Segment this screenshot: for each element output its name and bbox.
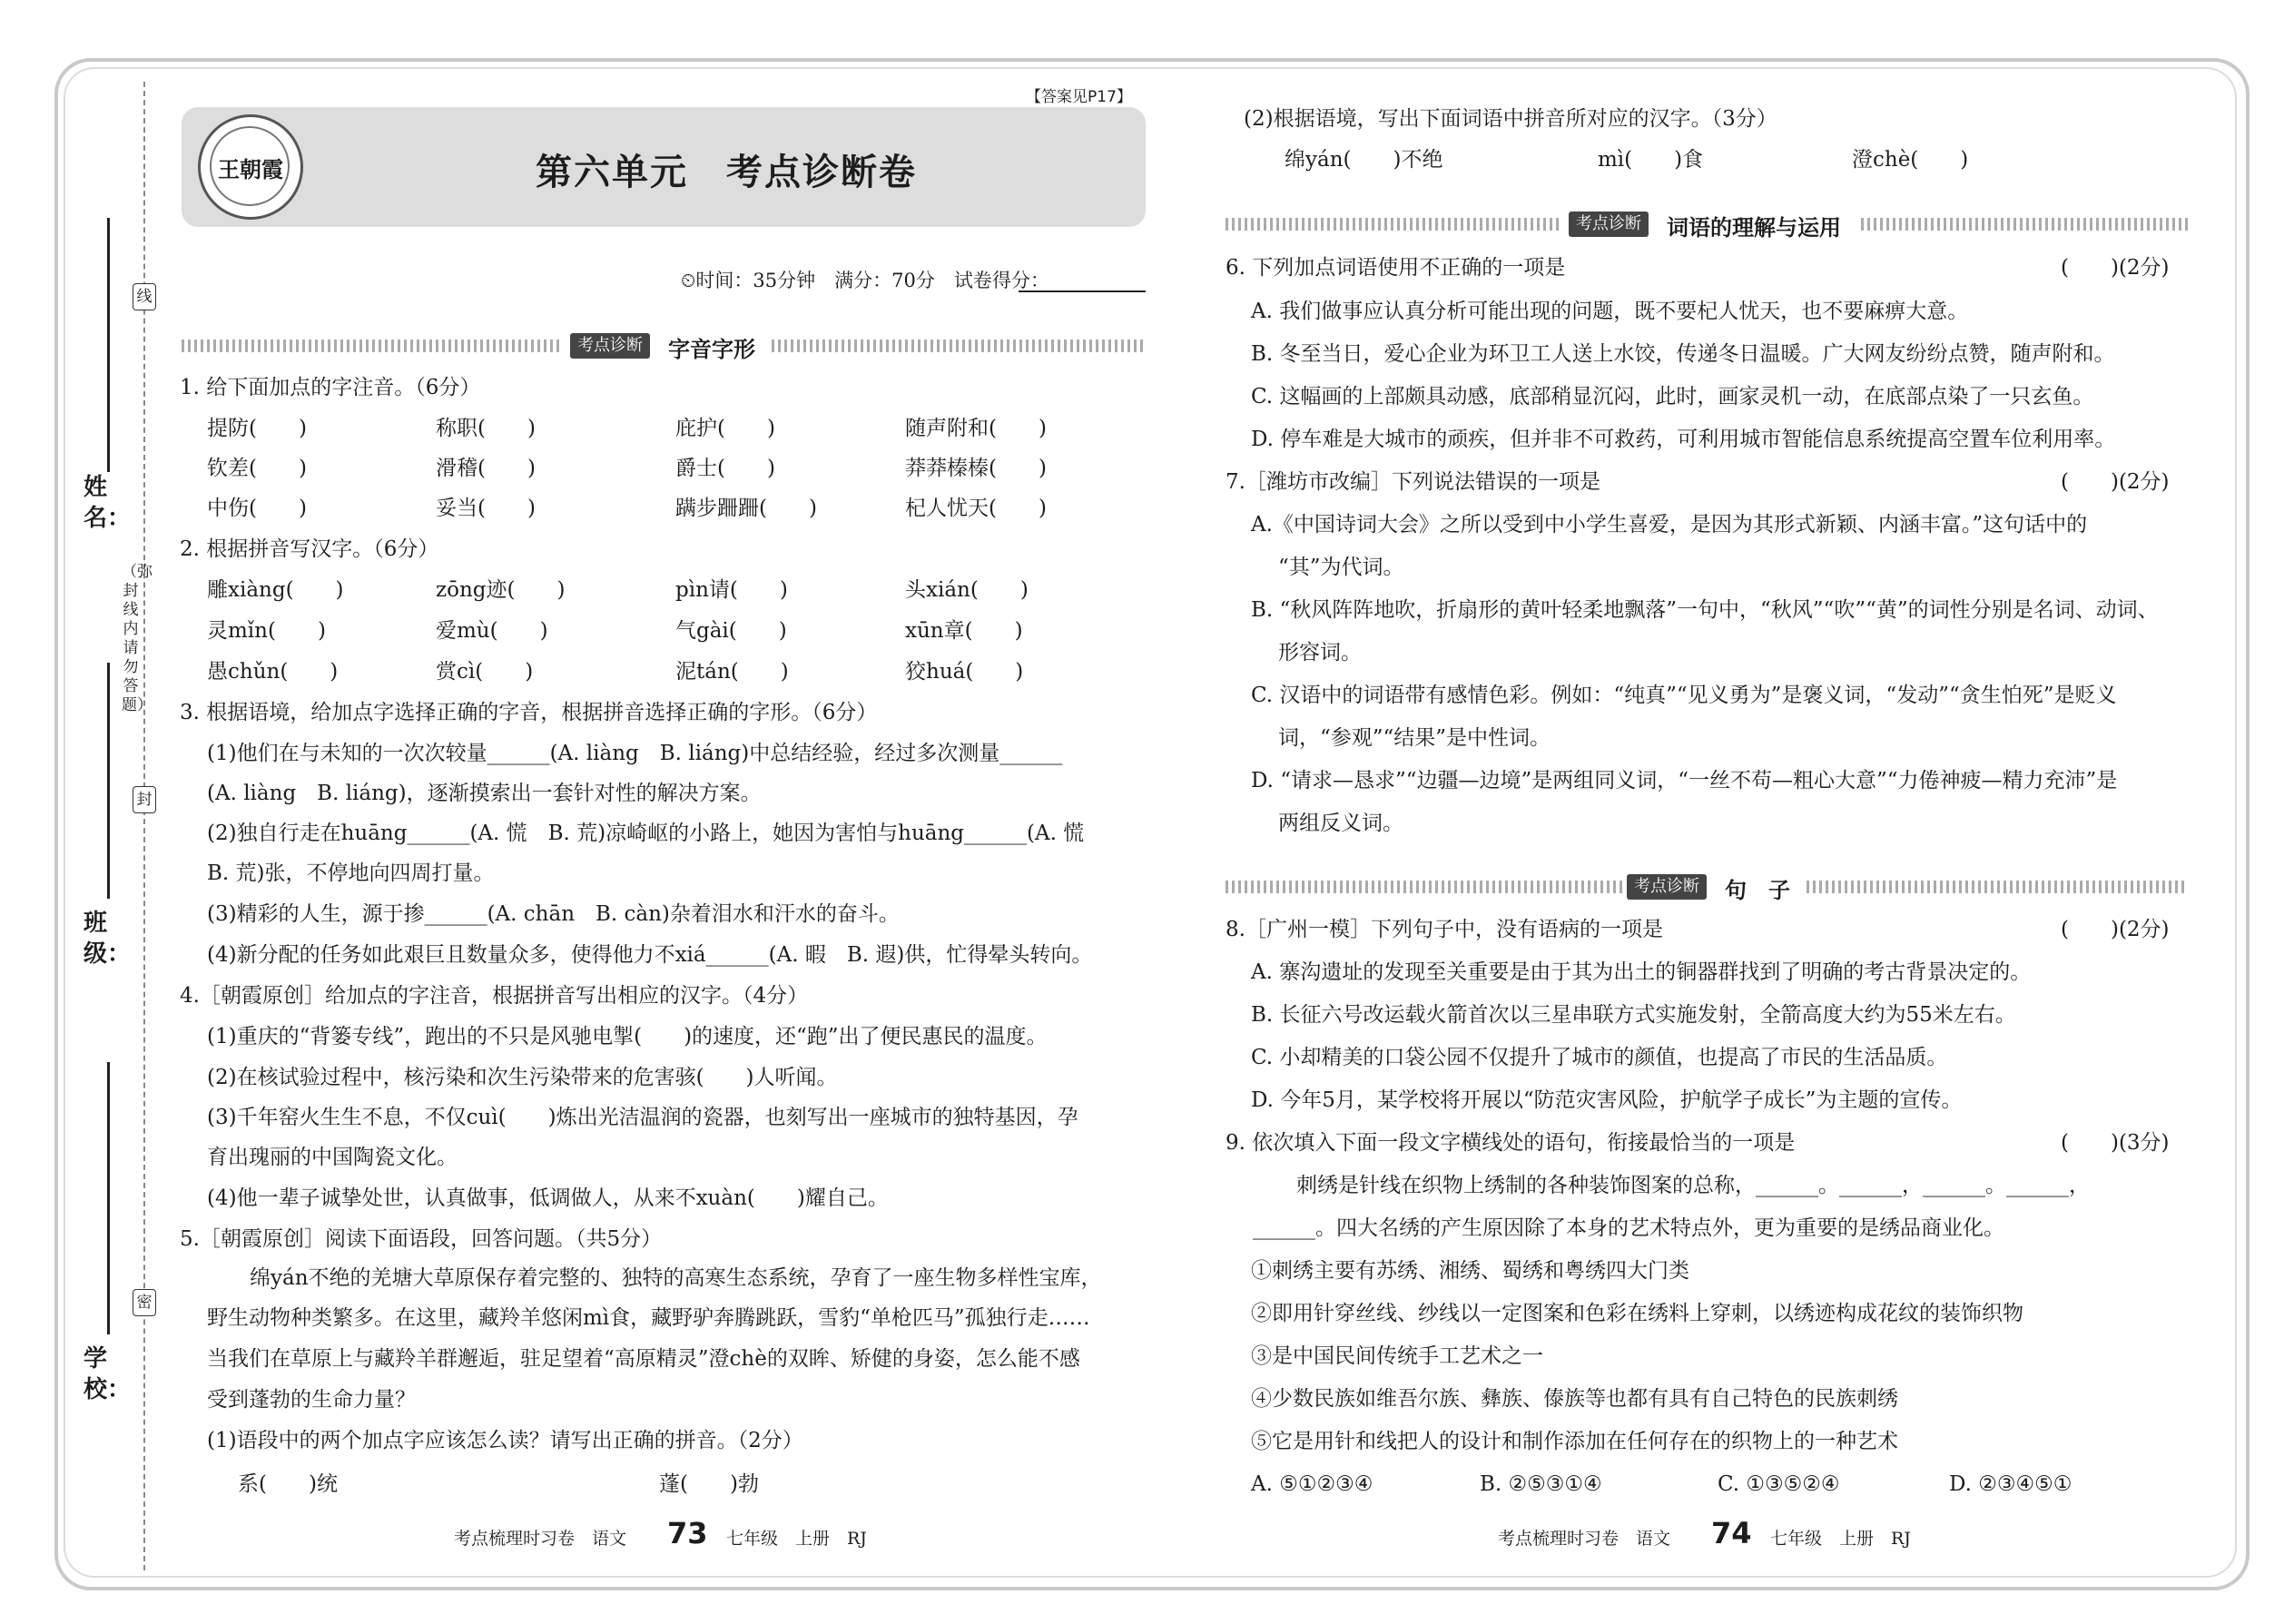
q8-score: ( )(2分) [2061, 918, 2170, 941]
q6-stem: 6. 下列加点词语使用不正确的一项是 [1226, 256, 1566, 280]
page-number-right: 74 [1711, 1516, 1752, 1550]
q9-score: ( )(3分) [2061, 1131, 2170, 1155]
q4-line: (4)他一辈子诚挚处世，认真做事，低调做人，从来不xuàn( )耀自己。 [207, 1186, 889, 1210]
q9-choice[interactable]: D. ②③④⑤① [1949, 1472, 2072, 1496]
q5-sub2: (2)根据语境，写出下面词语中拼音所对应的汉字。（3分） [1244, 107, 1777, 131]
q3-line: (A. liàng B. liáng)，逐渐摸索出一套针对性的解决方案。 [207, 782, 762, 805]
q2-item: xūn章( ) [905, 619, 1023, 643]
q2-item: 头xián( ) [905, 578, 1029, 602]
school-label: 学校： [84, 1345, 132, 1403]
q5-passage-line: 野生动物种类繁多。在这里，藏羚羊悠闲mì食，藏野驴奔腾跳跃，雪豹“单枪匹马”孤独行走…… [207, 1306, 1090, 1330]
q5-sub1-item: 系( )统 [238, 1472, 338, 1496]
q4-line: (3)千年窑火生生不息，不仅cuì( )炼出光洁温润的瓷器，也刻写出一座城市的独特基因，孕 [207, 1106, 1078, 1129]
seal-char-line: 线 [133, 283, 156, 310]
footer-right-text: 考点梳理时习卷 语文 [1498, 1529, 1671, 1549]
q2-item: pìn请( ) [675, 578, 788, 602]
q1-item: 杞人忧天( ) [905, 497, 1047, 520]
q3-line: (1)他们在与未知的一次次较量______(A. liàng B. liáng)中总结经验，经过多次测量______ [207, 742, 1063, 765]
q1-item: 称职( ) [436, 417, 536, 440]
section-title: 句 子 [1725, 878, 1790, 903]
q1-item: 莽莽榛榛( ) [905, 457, 1047, 480]
q7-option[interactable]: D. “请求—恳求”“边疆—边境”是两组同义词，“一丝不苟—粗心大意”“力倦神疲—精力充沛”是 [1251, 769, 2118, 792]
q2-item: 灵mǐn( ) [207, 619, 326, 643]
q3-line: (3)精彩的人生，源于掺______(A. chān B. càn)杂着泪水和汗水的奋斗。 [207, 902, 900, 926]
name-write-line[interactable] [107, 218, 110, 472]
q5-sub2-item: mì( )食 [1598, 148, 1704, 172]
brand-logo [198, 114, 303, 220]
q3-stem: 3. 根据语境，给加点字选择正确的字音，根据拼音选择正确的字形。（6分） [180, 701, 878, 724]
name-label: 姓名： [84, 474, 132, 532]
footer-left-grade: 七年级 上册 RJ [726, 1529, 867, 1549]
q7-option[interactable]: C. 汉语中的词语带有感情色彩。例如：“纯真”“见义勇为”是褒义词，“发动”“贪生怕死”是贬义 [1251, 684, 2117, 707]
q7-option-cont: 词，“参观”“结果”是中性词。 [1278, 726, 1551, 750]
q1-item: 随声附和( ) [905, 417, 1047, 440]
q1-item: 中伤( ) [207, 497, 307, 520]
answer-reference: 【答案见P17】 [1026, 88, 1132, 106]
q7-option-cont: 两组反义词。 [1278, 812, 1403, 835]
q9-choice[interactable]: A. ⑤①②③④ [1251, 1472, 1373, 1496]
q9-stem: 9. 依次填入下面一段文字横线处的语句，衔接最恰当的一项是 [1226, 1131, 1796, 1155]
section-tag: 考点诊断 [570, 333, 650, 359]
q9-item: ②即用针穿丝线、纱线以一定图案和色彩在绣料上穿刺，以绣迹构成花纹的装饰织物 [1251, 1302, 2023, 1325]
q9-choice[interactable]: C. ①③⑤②④ [1718, 1472, 1840, 1496]
seal-char-seal: 封 [133, 786, 156, 813]
logo-text: 王朝霞 [218, 156, 283, 182]
q8-option[interactable]: A. 寨沟遗址的发现至关重要是由于其为出土的铜器群找到了明确的考古背景决定的。 [1251, 960, 2032, 984]
q5-sub1-item: 蓬( )勃 [659, 1472, 759, 1496]
q2-item: 泥tán( ) [675, 660, 789, 684]
q2-stem: 2. 根据拼音写汉字。（6分） [180, 537, 439, 561]
section-rule-left [1226, 218, 1561, 231]
q9-item: ③是中国民间传统手工艺术之一 [1251, 1344, 1543, 1368]
q2-item: 爱mù( ) [436, 619, 548, 643]
seal-note: （弥封线内请勿答题） [122, 563, 153, 714]
q5-sub2-item: 绵yán( )不绝 [1285, 148, 1443, 172]
q6-option[interactable]: B. 冬至当日，爱心企业为环卫工人送上水饺，传递冬日温暖。广大网友纷纷点赞，随声附和。 [1251, 342, 2115, 366]
q9-choice[interactable]: B. ②⑤③①④ [1480, 1472, 1602, 1496]
q4-line: (1)重庆的“背篓专线”，跑出的不只是风驰电掣( )的速度，还“跑”出了便民惠民的温度。 [207, 1025, 1048, 1048]
section-rule-right [1807, 881, 2188, 893]
score-write-line[interactable] [1019, 290, 1146, 292]
class-label: 班级： [84, 910, 132, 968]
q9-passage-line: ______。四大名绣的产生原因除了本身的艺术特点外，更为重要的是绣品商业化。 [1253, 1216, 2004, 1240]
class-write-line[interactable] [107, 663, 110, 899]
q4-line: (2)在核试验过程中，核污染和次生污染带来的危害骇( )人听闻。 [207, 1066, 838, 1089]
q2-item: 气gài( ) [675, 619, 787, 643]
q4-line: 育出瑰丽的中国陶瓷文化。 [207, 1146, 458, 1169]
q1-item: 钦差( ) [207, 457, 307, 480]
q7-option-cont: “其”为代词。 [1278, 556, 1404, 579]
q4-stem: 4.［朝霞原创］给加点的字注音，根据拼音写出相应的汉字。（4分） [180, 984, 809, 1008]
school-write-line[interactable] [107, 1062, 110, 1334]
page-title: 第六单元 考点诊断卷 [536, 152, 917, 193]
q3-line: B. 荒)张，不停地向四周打量。 [207, 861, 495, 885]
q5-passage-line: 受到蓬勃的生命力量？ [207, 1388, 416, 1412]
q9-item: ⑤它是用针和线把人的设计和制作添加在任何存在的织物上的一种艺术 [1251, 1430, 1898, 1453]
section-rule-right [1861, 218, 2188, 231]
q7-score: ( )(2分) [2061, 470, 2170, 494]
section-rule-left [182, 340, 563, 352]
section-tag: 考点诊断 [1569, 212, 1649, 237]
q7-option[interactable]: A.《中国诗词大会》之所以受到中小学生喜爱，是因为其形式新颖、内涵丰富。”这句话中的 [1251, 513, 2088, 536]
q2-item: 愚chǔn( ) [207, 660, 339, 684]
q5-passage-line: 当我们在草原上与藏羚羊群邂逅，驻足望着“高原精灵”澄chè的双眸、矫健的身姿，怎么能不感 [207, 1347, 1080, 1371]
q9-item: ①刺绣主要有苏绣、湘绣、蜀绣和粤绣四大门类 [1251, 1259, 1689, 1283]
section-title: 词语的理解与运用 [1667, 215, 1841, 241]
q3-line: (2)独自行走在huāng______(A. 慌 B. 荒)凉崎岖的小路上，她因为害怕与huāng______(A. 慌 [207, 822, 1085, 845]
exam-meta: ⏲时间：35分钟 满分：70分 试卷得分： [681, 270, 1049, 291]
q2-item: 赏cì( ) [436, 660, 534, 684]
q1-item: 妥当( ) [436, 497, 536, 520]
section-title: 字音字形 [668, 337, 755, 362]
q2-item: 狡huá( ) [905, 660, 1024, 684]
q9-item: ④少数民族如维吾尔族、彝族、傣族等也都有具有自己特色的民族刺绣 [1251, 1387, 1898, 1411]
q7-stem: 7.［潍坊市改编］下列说法错误的一项是 [1226, 470, 1600, 494]
q5-sub2-item: 澄chè( ) [1852, 148, 1969, 172]
q1-item: 庇护( ) [675, 417, 775, 440]
q7-option[interactable]: B. “秋风阵阵地吹，折扇形的黄叶轻柔地飘落”一句中，“秋风”“吹”“黄”的词性分别是名词、动词、 [1251, 598, 2159, 622]
q6-option[interactable]: A. 我们做事应认真分析可能出现的问题，既不要杞人忧天，也不要麻痹大意。 [1251, 300, 1969, 323]
q2-item: 雕xiàng( ) [207, 578, 344, 602]
q5-sub1: (1)语段中的两个加点字应该怎么读？请写出正确的拼音。（2分） [207, 1429, 803, 1452]
q7-option-cont: 形容词。 [1278, 641, 1362, 664]
q5-passage-line: 绵yán不绝的羌塘大草原保存着完整的、独特的高寒生态系统，孕育了一座生物多样性宝库， [250, 1266, 1102, 1290]
q2-item: zōng迹( ) [436, 578, 566, 602]
q6-option[interactable]: D. 停车难是大城市的顽疾，但并非不可救药，可利用城市智能信息系统提高空置车位利用率。 [1251, 428, 2116, 451]
q1-item: 滑稽( ) [436, 457, 536, 480]
q6-option[interactable]: C. 这幅画的上部颇具动感，底部稍显沉闷，此时，画家灵机一动，在底部点染了一只玄鱼。 [1251, 385, 2094, 408]
q1-stem: 1. 给下面加点的字注音。（6分） [180, 376, 481, 399]
section-rule-right [772, 340, 1144, 352]
section-tag: 考点诊断 [1627, 874, 1707, 900]
footer-left-text: 考点梳理时习卷 语文 [454, 1529, 627, 1549]
page-number-left: 73 [667, 1516, 708, 1550]
q9-passage-line: 刺绣是针线在织物上绣制的各种装饰图案的总称，______。______，______。______， [1296, 1174, 2090, 1197]
q5-stem: 5.［朝霞原创］阅读下面语段，回答问题。（共5分） [180, 1227, 663, 1251]
section-rule-left [1226, 881, 1625, 893]
footer-right-grade: 七年级 上册 RJ [1770, 1529, 1911, 1549]
q1-item: 提防( ) [207, 417, 307, 440]
q8-option[interactable]: B. 长征六号改运载火箭首次以三星串联方式实施发射，全箭高度大约为55米左右。 [1251, 1003, 2016, 1027]
q6-score: ( )(2分) [2061, 256, 2170, 280]
q1-item: 蹒步跚跚( ) [675, 497, 817, 520]
seal-char-secret: 密 [133, 1289, 156, 1316]
q8-option[interactable]: D. 今年5月，某学校将开展以“防范灾害风险，护航学子成长”为主题的宣传。 [1251, 1088, 1963, 1112]
q1-item: 爵士( ) [675, 457, 775, 480]
q8-stem: 8.［广州一模］下列句子中，没有语病的一项是 [1226, 918, 1663, 941]
q8-option[interactable]: C. 小却精美的口袋公园不仅提升了城市的颜值，也提高了市民的生活品质。 [1251, 1046, 1948, 1069]
q3-line: (4)新分配的任务如此艰巨且数量众多，使得他力不xiá______(A. 暇 B. 遐)供，忙得晕头转向。 [207, 943, 1093, 967]
